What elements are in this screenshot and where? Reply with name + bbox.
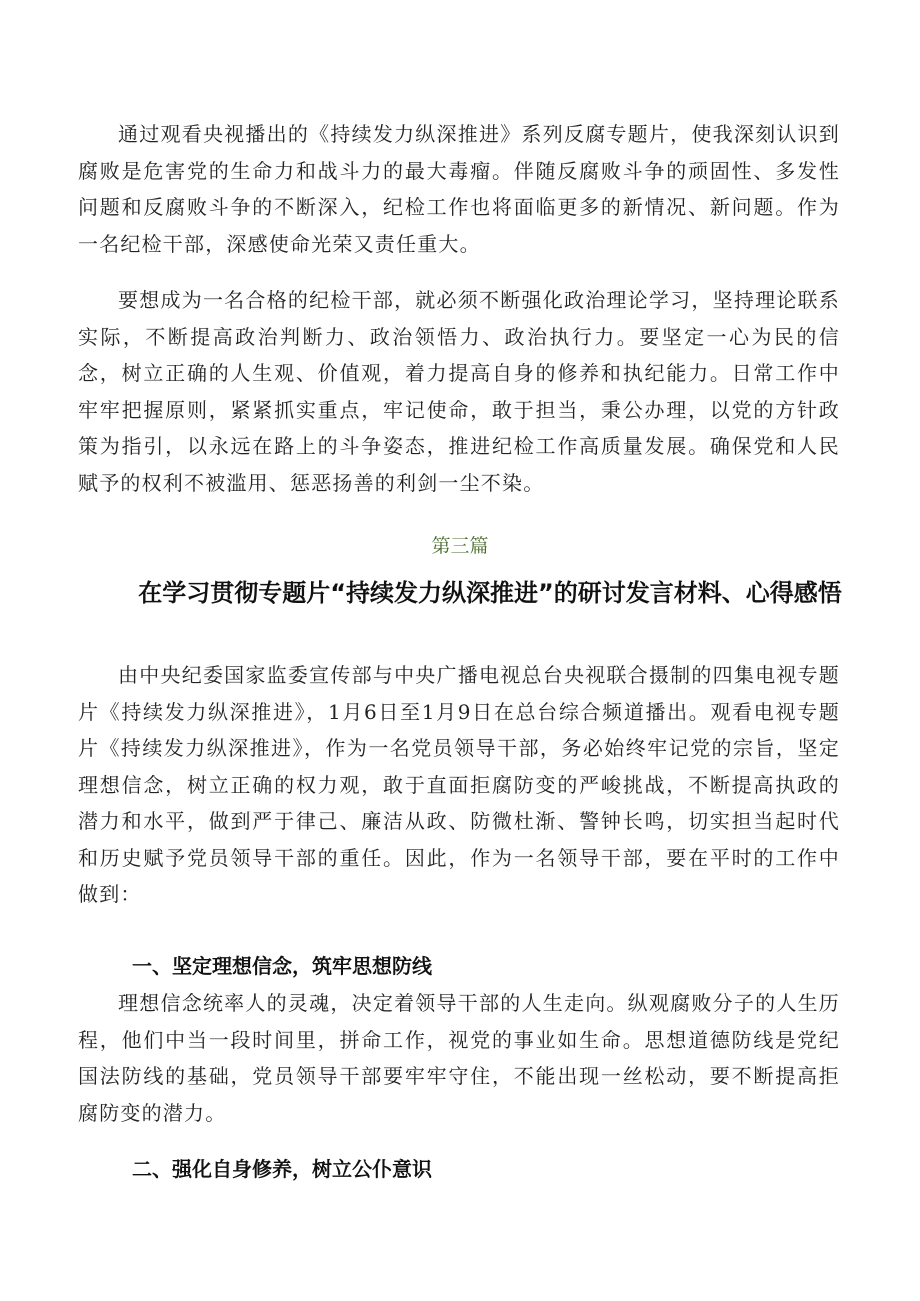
section-marker: 第三篇 — [431, 535, 489, 557]
paragraph-ideals: 理想信念统率人的灵魂，决定着领导干部的人生走向。纵观腐败分子的人生历程，他们中当一段时间里，拼命工作，视党的事业如生命。思想道德防线是党纪国法防线的基础，党员领导干部要牢牢守住，不能出现一丝松动，要不断提高拒腐防变的潜力。 — [78, 991, 840, 1125]
article-title: 在学习贯彻专题片“持续发力纵深推进”的研讨发言材料、心得感悟 — [138, 579, 842, 607]
heading-1: 一、坚定理想信念，筑牢思想防线 — [132, 954, 432, 978]
paragraph-intro: 通过观看央视播出的《持续发力纵深推进》系列反腐专题片，使我深刻认识到腐败是危害党的生命力和战斗力的最大毒瘤。伴随反腐败斗争的顽固性、多发性问题和反腐败斗争的不断深入，纪检工作也将面临更多的新情况、新问题。作为一名纪检干部，深感使命光荣又责任重大。 — [78, 122, 840, 256]
paragraph-background: 由中央纪委国家监委宣传部与中央广播电视总台央视联合摄制的四集电视专题片《持续发力纵深推进》，1月6日至1月9日在总台综合频道播出。观看电视专题片《持续发力纵深推进》，作为一名党员领导干部，务必始终牢记党的宗旨，坚定理想信念，树立正确的权力观，敢于直面拒腐防变的严峻挑战，不断提高执政的潜力和水平，做到严于律己、廉洁从政、防微杜渐、警钟长鸣，切实担当起时代和历史赋予党员领导干部的重任。因此，作为一名领导干部，要在平时的工作中做到： — [78, 663, 840, 906]
heading-2: 二、强化自身修养，树立公仆意识 — [132, 1157, 432, 1181]
paragraph-requirements: 要想成为一名合格的纪检干部，就必须不断强化政治理论学习，坚持理论联系实际，不断提高政治判断力、政治领悟力、政治执行力。要坚定一心为民的信念，树立正确的人生观、价值观，着力提高自身的修养和执纪能力。日常工作中牢牢把握原则，紧紧抓实重点，牢记使命，敢于担当，秉公办理，以党的方针政策为指引，以永远在路上的斗争姿态，推进纪检工作高质量发展。确保党和人民赋予的权利不被滥用、惩恶扬善的利剑一尘不染。 — [78, 288, 840, 495]
